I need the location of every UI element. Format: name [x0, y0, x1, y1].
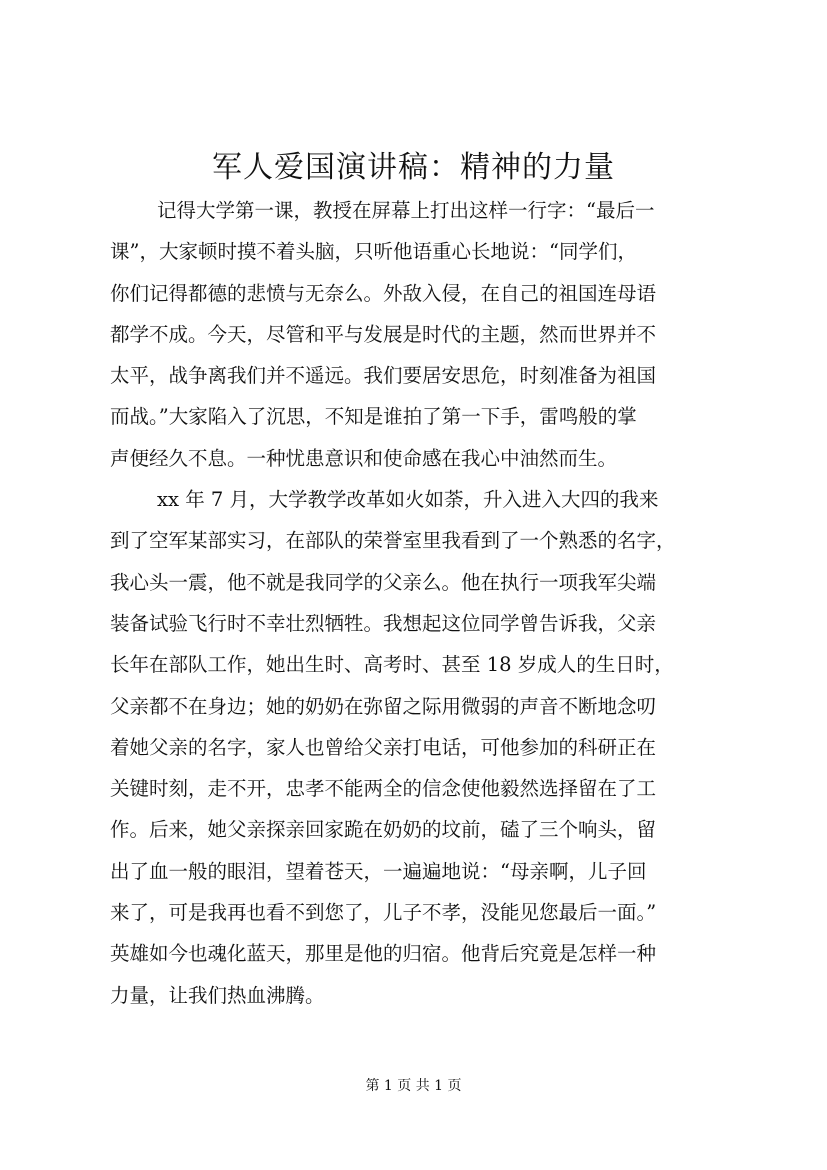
paragraph-line: 出了血一般的眼泪，望着苍天，一遍遍地说：“母亲啊，儿子回 [110, 859, 647, 883]
page-footer: 第 1 页 共 1 页 [365, 1078, 462, 1094]
paragraph-1 [110, 190, 730, 479]
paragraph-line: xx 年 7 月，大学教学改革如火如荼，升入进入大四的我来 [157, 488, 659, 512]
paragraph-line: 来了，可是我再也看不到您了，儿子不孝，没能见您最后一面。” [110, 901, 657, 925]
paragraph-line: 我心头一震，他不就是我同学的父亲么。他在执行一项我军尖端 [110, 570, 657, 594]
paragraph-line: 你们记得都德的悲愤与无奈么。外敌入侵，在自己的祖国连母语 [110, 281, 657, 305]
paragraph-2 [110, 479, 730, 1016]
paragraph-line: 关键时刻，走不开，忠孝不能两全的信念使他毅然选择留在了工 [110, 777, 657, 801]
paragraph-line: 声便经久不息。一种忧患意识和使命感在我心中油然而生。 [110, 446, 618, 470]
paragraph-line: 而战。”大家陷入了沉思，不知是谁拍了第一下手，雷鸣般的掌 [110, 405, 637, 429]
paragraph-line: 作。后来，她父亲探亲回家跪在奶奶的坟前，磕了三个响头，留 [110, 818, 657, 842]
document-body [110, 190, 730, 1016]
paragraph-line: 课”，大家顿时摸不着头脑，只听他语重心长地说：“同学们， [110, 240, 637, 264]
paragraph-line: 装备试验飞行时不幸壮烈牺牲。我想起这位同学曾告诉我，父亲 [110, 611, 657, 635]
paragraph-line: 记得大学第一课，教授在屏幕上打出这样一行字：“最后一 [157, 199, 655, 222]
paragraph-line: 父亲都不在身边；她的奶奶在弥留之际用微弱的声音不断地念叨 [110, 694, 657, 718]
paragraph-line: 太平，战争离我们并不遥远。我们要居安思危，时刻准备为祖国 [110, 364, 657, 388]
paragraph-line: 都学不成。今天，尽管和平与发展是时代的主题，然而世界并不 [110, 322, 657, 346]
paragraph-line: 到了空军某部实习，在部队的荣誉室里我看到了一个熟悉的名字， [110, 529, 676, 553]
paragraph-line: 着她父亲的名字，家人也曾给父亲打电话，可他参加的科研正在 [110, 735, 657, 759]
document-title: 军人爱国演讲稿：精神的力量 [212, 150, 615, 185]
paragraph-line: 力量，让我们热血沸腾。 [110, 983, 325, 1007]
paragraph-line: 长年在部队工作，她出生时、高考时、甚至 18 岁成人的生日时， [110, 653, 674, 677]
paragraph-line: 英雄如今也魂化蓝天，那里是他的归宿。他背后究竟是怎样一种 [110, 942, 657, 966]
